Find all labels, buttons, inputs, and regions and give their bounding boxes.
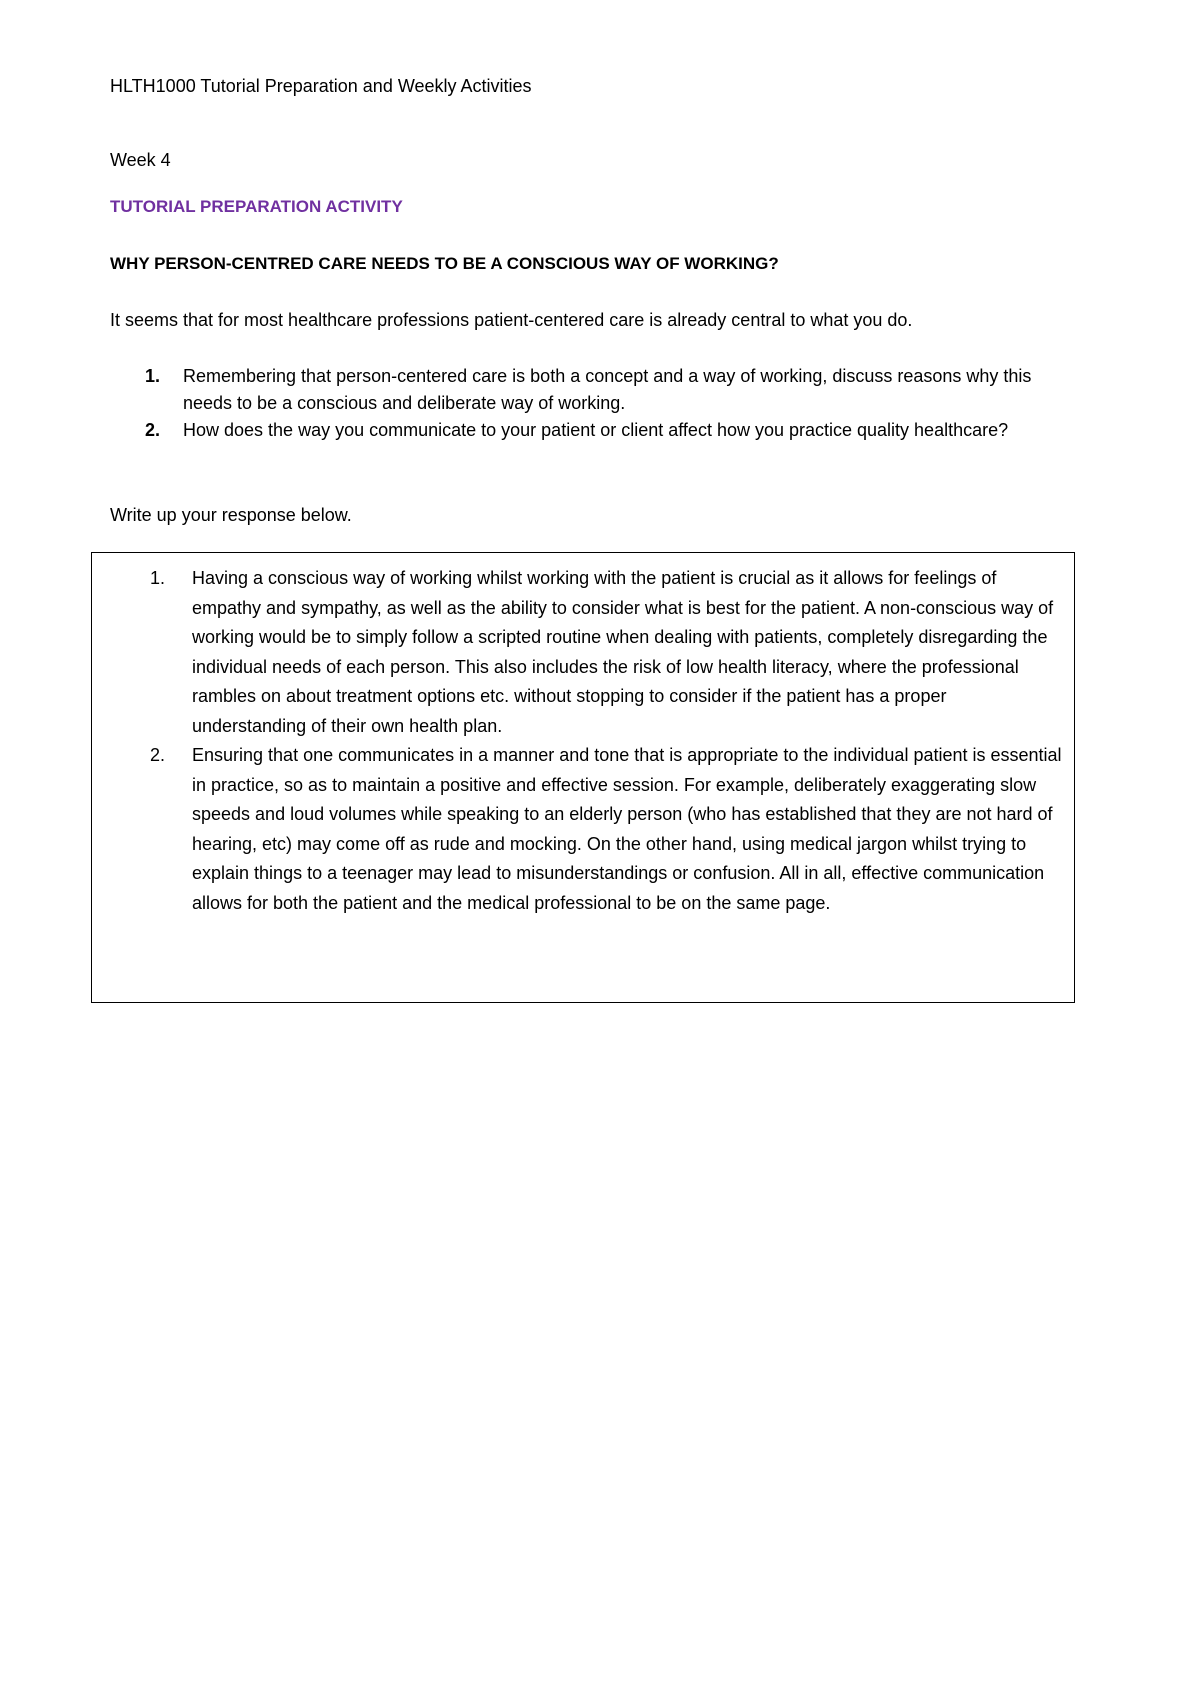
answer-item bbox=[150, 564, 1062, 741]
answer-item bbox=[150, 741, 1062, 918]
write-up-prompt: Write up your response below. bbox=[110, 505, 352, 525]
answer-number: 1. bbox=[150, 568, 166, 588]
answer-number: 2. bbox=[150, 745, 166, 765]
question-list bbox=[110, 363, 1070, 444]
question-number: 1. bbox=[145, 366, 161, 386]
week-label: Week 4 bbox=[110, 150, 171, 170]
document-header: HLTH1000 Tutorial Preparation and Weekly Activities bbox=[110, 76, 532, 96]
question-item bbox=[110, 417, 1070, 444]
question-title: WHY PERSON-CENTRED CARE NEEDS TO BE A CONSCIOUS WAY OF WORKING? bbox=[110, 254, 779, 273]
question-text: Remembering that person-centered care is both a concept and a way of working, discuss reasons why this needs to be a conscious and deliberate way of working. bbox=[183, 366, 1032, 413]
response-box bbox=[91, 552, 1075, 1003]
intro-text: It seems that for most healthcare professions patient-centered care is already central to what you do. bbox=[110, 310, 913, 330]
answer-list bbox=[150, 564, 1062, 918]
question-item bbox=[110, 363, 1070, 417]
answer-text: Having a conscious way of working whilst working with the patient is crucial as it allows for feelings of empathy and sympathy, as well as the ability to consider what is best for the patient. A non-conscious way of working would be to simply follow a scripted routine when dealing with patients, completely disregarding the individual needs of each person. This also includes the risk of low health literacy, where the professional rambles on about treatment options etc. without stopping to consider if the patient has a proper understanding of their own health plan. bbox=[192, 568, 1054, 736]
question-text: How does the way you communicate to your patient or client affect how you practice quality healthcare? bbox=[183, 420, 1009, 440]
section-label: TUTORIAL PREPARATION ACTIVITY bbox=[110, 197, 403, 216]
question-number: 2. bbox=[145, 420, 161, 440]
answer-text: Ensuring that one communicates in a manner and tone that is appropriate to the individual patient is essential in practice, so as to maintain a positive and effective session. For example, deliberately exaggerating slow speeds and loud volumes while speaking to an elderly person (who has established that they are not hard of hearing, etc) may come off as rude and mocking. On the other hand, using medical jargon whilst trying to explain things to a teenager may lead to misunderstandings or confusion. All in all, effective communication allows for both the patient and the medical professional to be on the same page. bbox=[192, 745, 1062, 913]
